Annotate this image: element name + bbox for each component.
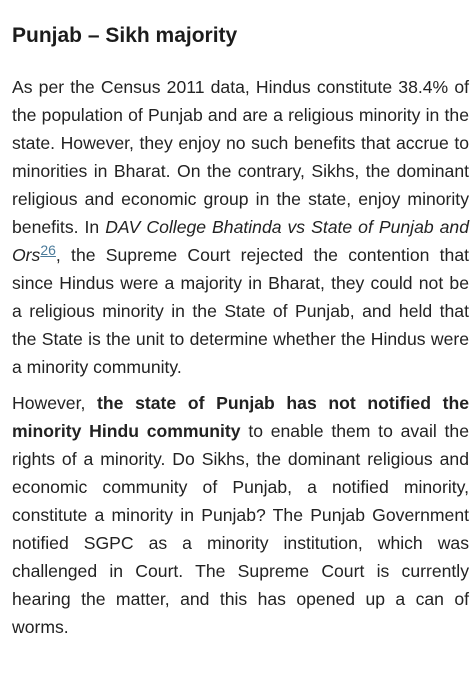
article: [12, 20, 469, 641]
paragraph-census-text-a: As per the Census 2011 data, Hindus constitute 38.4% of the population of Punjab and are a religious minority in the state. However, they enjoy no such benefits that accrue to minorities in Bharat. On the contrary, Sikhs, the dominant religious and economic group in the state, enjoy minority benefits. In: [12, 77, 469, 237]
paragraph-notification: [12, 389, 469, 641]
paragraph-census: [12, 73, 469, 381]
paragraph-census-text-b: , the Supreme Court rejected the contention that since Hindus were a majority in Bharat, they could not be a religious minority in the State of Punjab, and held that the State is the unit to determine whether the Hindus were a minority community.: [12, 245, 469, 377]
paragraph-notification-text-a: However,: [12, 393, 98, 413]
footnote-link[interactable]: 26: [40, 242, 56, 258]
case-name: DAV College Bhatinda vs State of Punjab and Ors: [12, 217, 469, 265]
paragraph-notification-text-b: to enable them to avail the rights of a minority. Do Sikhs, the dominant religious and economic community of Punjab, a notified minority, constitute a minority in Punjab? The Punjab Government notified SGPC as a minority institution, which was challenged in Court. The Supreme Court is currently hearing the matter, and this has opened up a can of worms.: [12, 421, 469, 637]
bold-statement: the state of Punjab has not notified the minority Hindu community: [12, 393, 469, 441]
section-heading: Punjab – Sikh majority: [12, 24, 238, 47]
